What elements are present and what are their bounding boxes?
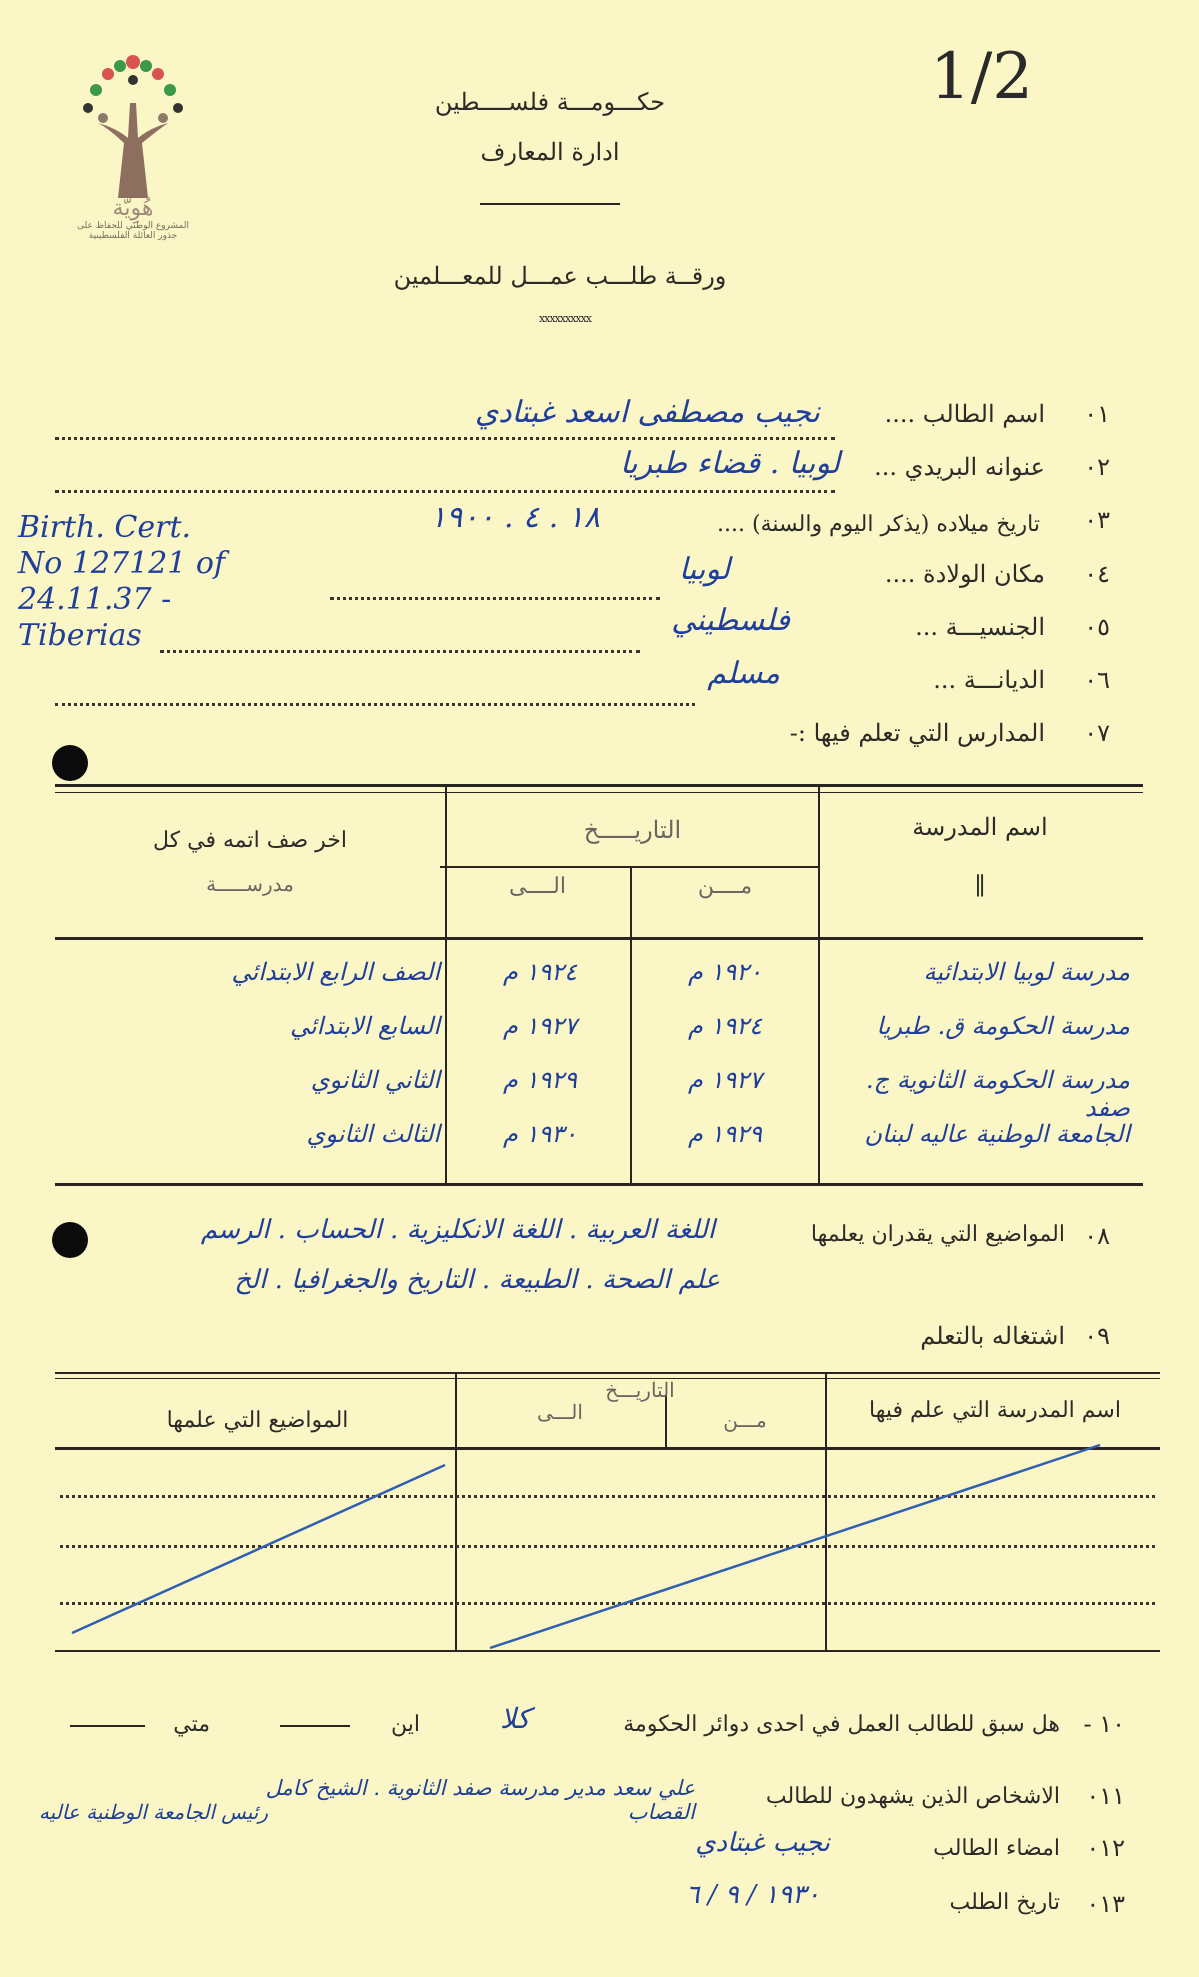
cell-to: ١٩٢٩ م bbox=[502, 1066, 578, 1094]
field-label: تاريخ ميلاده (يذكر اليوم والسنة) .... bbox=[717, 512, 1040, 537]
header-from: مــــن bbox=[697, 874, 753, 899]
field-number: ٠٥ bbox=[1084, 613, 1110, 641]
cell-from: ١٩٢٠ م bbox=[687, 958, 763, 986]
gov-work-answer: كلا bbox=[499, 1702, 530, 1735]
field-number: ٠٩ bbox=[1084, 1322, 1110, 1350]
government-title: حكـــومـــة فلســــطين bbox=[434, 88, 666, 116]
references-margin-note: رئيس الجامعة الوطنية عاليه bbox=[38, 1800, 268, 1824]
birth-date-value: ١٨ . ٤ . ١٩٠٠ bbox=[429, 500, 600, 535]
cell-class: السابع الابتدائي bbox=[289, 1012, 440, 1040]
field-label: الجنسيـــة ... bbox=[915, 613, 1045, 641]
field-number: ٠٧ bbox=[1084, 719, 1110, 747]
logo-line-2: جذور العائلة الفلسطينية bbox=[88, 231, 178, 241]
margin-note-line: 24.11.37 - bbox=[18, 582, 172, 617]
nationality-value: فلسطيني bbox=[671, 603, 790, 638]
field-number: ٠٤ bbox=[1084, 560, 1110, 588]
subjects-value-line-2: علم الصحة . الطبيعة . التاريخ والجغرافيا . الخ bbox=[234, 1265, 720, 1295]
field-number: ٠٣ bbox=[1084, 506, 1110, 534]
header-work-to: الـــى bbox=[537, 1400, 583, 1424]
cell-class: الثالث الثانوي bbox=[306, 1120, 440, 1148]
field-number: ٠١ bbox=[1084, 400, 1110, 428]
birthplace-value: لوبيا bbox=[678, 552, 730, 587]
signature-value: نجيب غبتادي bbox=[695, 1828, 830, 1858]
header-last-class: اخر صف اتمه في كل bbox=[152, 828, 347, 853]
field-number: ٠٦ bbox=[1084, 666, 1110, 694]
header-school: اسم المدرسة bbox=[912, 813, 1048, 841]
cell-class: الثاني الثانوي bbox=[310, 1066, 440, 1094]
title-ornament: xxxxxxxxxx bbox=[538, 312, 592, 325]
cell-from: ١٩٢٧ م bbox=[687, 1066, 763, 1094]
cell-from: ١٩٢٤ م bbox=[687, 1012, 763, 1040]
logo-name: هُوِيّة bbox=[112, 196, 154, 221]
header-to: الــــى bbox=[509, 874, 566, 899]
field-number: ٠١١ bbox=[1086, 1782, 1125, 1810]
postal-address-value: لوبيا . قضاء طبريا bbox=[620, 446, 840, 481]
field-number: ٠٢ bbox=[1084, 453, 1110, 481]
field-number: ٠١٣ bbox=[1086, 1890, 1125, 1918]
field-label: عنوانه البريدي ... bbox=[874, 453, 1045, 481]
signature-label: امضاء الطالب bbox=[933, 1836, 1060, 1861]
cell-school: مدرسة الحكومة الثانوية ج. صفد bbox=[865, 1066, 1130, 1122]
gov-work-label: هل سبق للطالب العمل في احدى دوائر الحكومة bbox=[623, 1712, 1060, 1737]
references-label: الاشخاص الذين يشهدون للطالب bbox=[765, 1784, 1060, 1809]
student-name-value: نجيب مصطفى اسعد غبتادي bbox=[474, 395, 820, 430]
field-number: ٠٨ bbox=[1084, 1222, 1110, 1250]
logo-line-1: المشروع الوطني للحفاظ على bbox=[76, 221, 189, 231]
request-date-label: تاريخ الطلب bbox=[949, 1890, 1060, 1915]
references-value: علي سعد مدير مدرسة صفد الثانوية . الشيخ كامل القصاب bbox=[265, 1776, 695, 1824]
field-label: الديانـــة ... bbox=[933, 666, 1045, 694]
cell-school: مدرسة لوبيا الابتدائية bbox=[923, 958, 1130, 986]
cell-to: ١٩٣٠ م bbox=[502, 1120, 578, 1148]
gov-work-when: متي bbox=[173, 1712, 210, 1737]
margin-note-line: Birth. Cert. bbox=[18, 510, 192, 545]
header-work-subjects: المواضيع التي علمها bbox=[166, 1408, 349, 1433]
form-title: ورقــة طلـــب عمـــل للمعـــلمين bbox=[393, 262, 727, 290]
field-label: اسم الطالب .... bbox=[884, 400, 1045, 428]
teaching-label: اشتغاله بالتعلم bbox=[920, 1322, 1065, 1350]
subjects-value-line-1: اللغة العربية . اللغة الانكليزية . الحساب . الرسم bbox=[200, 1215, 715, 1245]
field-number: ٠١٢ bbox=[1086, 1834, 1125, 1862]
margin-note-line: Tiberias bbox=[18, 618, 142, 653]
department-title: ادارة المعارف bbox=[480, 138, 620, 166]
page-number: 1/2 bbox=[930, 40, 1033, 114]
field-number: ١٠ - bbox=[1083, 1710, 1125, 1738]
cell-from: ١٩٢٩ م bbox=[687, 1120, 763, 1148]
cell-to: ١٩٢٤ م bbox=[502, 958, 578, 986]
gov-work-where: اين bbox=[391, 1712, 420, 1737]
header-work-date: التاريـــخ bbox=[605, 1378, 675, 1402]
header-work-school: اسم المدرسة التي علم فيها bbox=[869, 1398, 1121, 1423]
margin-note-line: No 127121 of bbox=[18, 546, 226, 581]
religion-value: مسلم bbox=[707, 656, 780, 691]
cell-class: الصف الرابع الابتدائي bbox=[231, 958, 440, 986]
cell-school: مدرسة الحكومة ق. طبريا bbox=[876, 1012, 1130, 1040]
header-work-from: مـــن bbox=[723, 1408, 767, 1432]
header-last-class-2: مدرســـــة bbox=[206, 872, 294, 896]
request-date-value: ١٩٣٠ / ٩ / ٦ bbox=[685, 1880, 820, 1910]
header-school-mark: ∥ bbox=[974, 872, 986, 900]
cell-to: ١٩٢٧ م bbox=[502, 1012, 578, 1040]
cell-school: الجامعة الوطنية عاليه لبنان bbox=[864, 1120, 1130, 1148]
header-date: التاريـــــخ bbox=[583, 816, 682, 844]
field-label: مكان الولادة .... bbox=[884, 560, 1045, 588]
subjects-label: المواضيع التي يقدران يعلمها bbox=[810, 1222, 1065, 1247]
field-label: المدارس التي تعلم فيها :- bbox=[789, 719, 1045, 747]
